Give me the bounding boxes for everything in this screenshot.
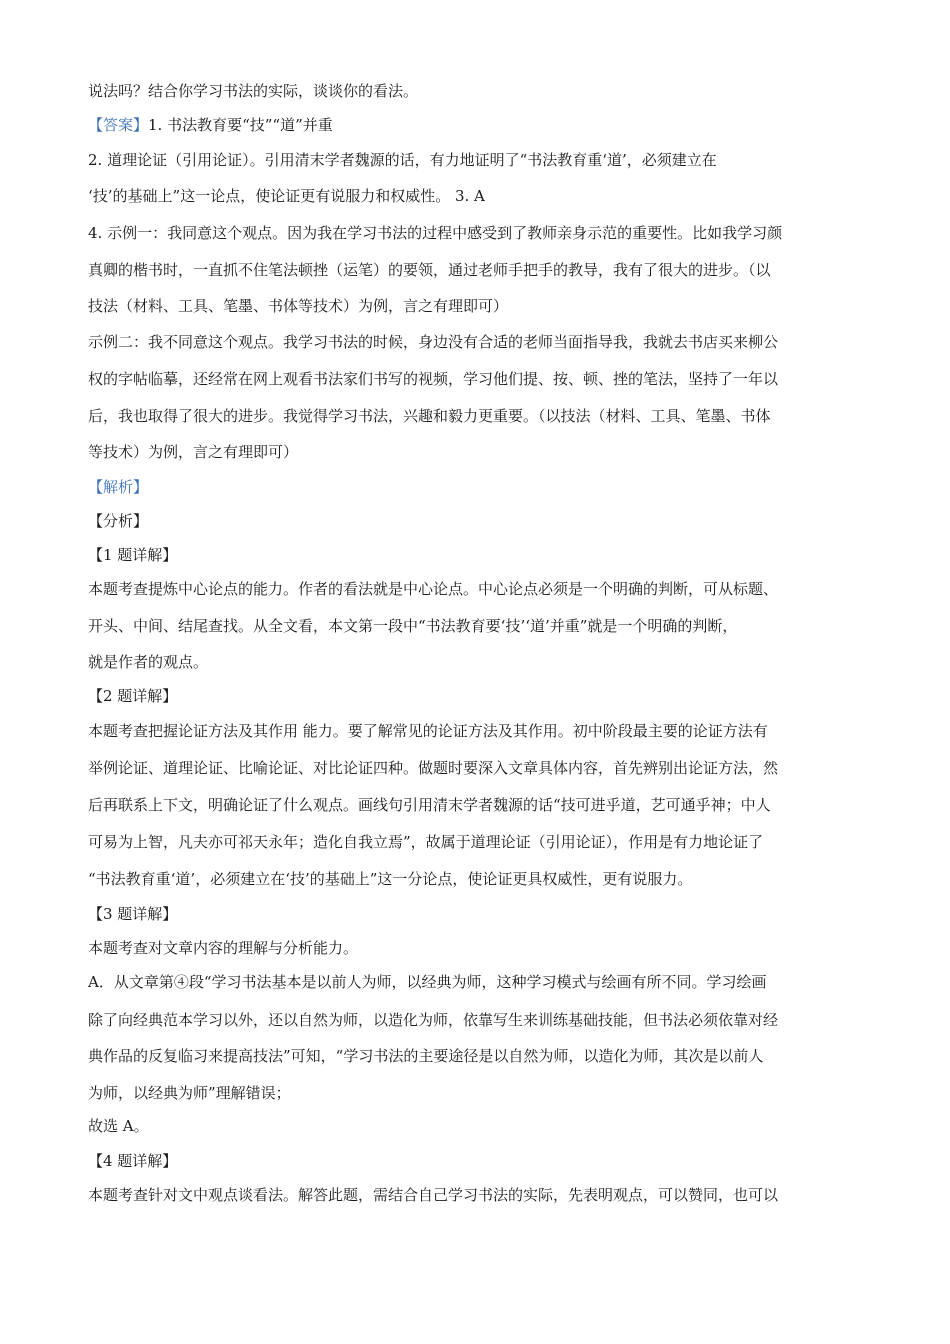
text-line: 典作品的反复临习来提高技法”可知，“学习书法的主要途径是以自然为师，以造化为师，其次是以前人 [88, 1047, 764, 1065]
text-line: 故选 A。 [88, 1117, 149, 1135]
text-line: 技法（材料、工具、笔墨、书体等技术）为例，言之有理即可） [88, 297, 509, 315]
text-line: 本题考查对文章内容的理解与分析能力。 [88, 939, 359, 957]
section-heading: 【2 题详解】 [88, 687, 178, 705]
text-line: 真卿的楷书时，一直抓不住笔法顿挫（运笔）的要领，通过老师手把手的教导，我有了很大的进步。（以 [88, 261, 771, 279]
text-line: 开头、中间、结尾查找。从全文看，本文第一段中“书法教育要‘技’‘道’并重”就是一个明确的判断， [88, 617, 738, 635]
text-line: 就是作者的观点。 [88, 653, 209, 671]
text-line: 本题考查把握论证方法及其作用 能力。要了解常见的论证方法及其作用。初中阶段最主要的论证方法有 [88, 722, 768, 740]
section-heading: 【4 题详解】 [88, 1152, 178, 1170]
text-line: 举例论证、道理论证、比喻论证、对比论证四种。做题时要深入文章具体内容，首先辨别出论证方法，然 [88, 759, 779, 777]
section-heading: 【3 题详解】 [88, 905, 178, 923]
text-line: ‘技’的基础上”这一论点，使论证更有说服力和权威性。 3. A [88, 187, 485, 205]
analysis-tag: 【解析】 [88, 478, 149, 496]
text-line: 权的字帖临摹，还经常在网上观看书法家们书写的视频，学习他们提、按、顿、挫的笔法，坚持了一年以 [88, 370, 779, 388]
section-heading: 【1 题详解】 [88, 546, 178, 564]
text-line: A．从文章第④段“学习书法基本是以前人为师，以经典为师，这种学习模式与绘画有所不同。学习绘画 [88, 973, 767, 991]
text-line: 后再联系上下文，明确论证了什么观点。画线句引用清末学者魏源的话“技可进乎道，艺可通乎神；中人 [88, 796, 771, 814]
text-line: 示例二：我不同意这个观点。我学习书法的时候，身边没有合适的老师当面指导我，我就去书店买来柳公 [88, 333, 779, 351]
text-line: 后，我也取得了很大的进步。我觉得学习书法，兴趣和毅力更重要。（以技法（材料、工具、笔墨、书体 [88, 407, 771, 425]
text-line: 可易为上智，凡夫亦可祁天永年；造化自我立焉”，故属于道理论证（引用论证），作用是有力地论证了 [88, 833, 764, 851]
text-line: 说法吗？结合你学习书法的实际，谈谈你的看法。 [88, 82, 419, 100]
text-line: 除了向经典范本学习以外，还以自然为师，以造化为师，依靠写生来训练基础技能，但书法必须依靠对经 [88, 1011, 779, 1029]
text-line: 4. 示例一：我同意这个观点。因为我在学习书法的过程中感受到了教师亲身示范的重要性。比如我学习颜 [88, 224, 783, 242]
answer-tag: 【答案】 [88, 116, 149, 134]
text-line: 2. 道理论证（引用论证）。引用清末学者魏源的话，有力地证明了“书法教育重‘道’，必须建立在 [88, 151, 717, 169]
analysis-line [88, 477, 878, 497]
answer-line [88, 115, 878, 135]
text-line: 为师，以经典为师”理解错误； [88, 1084, 291, 1102]
text-line: 本题考查提炼中心论点的能力。作者的看法就是中心论点。中心论点必须是一个明确的判断，可从标题、 [88, 580, 779, 598]
answer-text: 1. 书法教育要“技”“道”并重 [148, 116, 333, 134]
text-line: 等技术）为例，言之有理即可） [88, 443, 299, 461]
section-heading: 【分析】 [88, 512, 149, 530]
text-line: 本题考查针对文中观点谈看法。解答此题，需结合自己学习书法的实际，先表明观点，可以赞同，也可以 [88, 1186, 779, 1204]
text-line: “书法教育重‘道’，必须建立在‘技’的基础上”这一分论点，使论证更具权威性，更有说服力。 [88, 870, 693, 888]
